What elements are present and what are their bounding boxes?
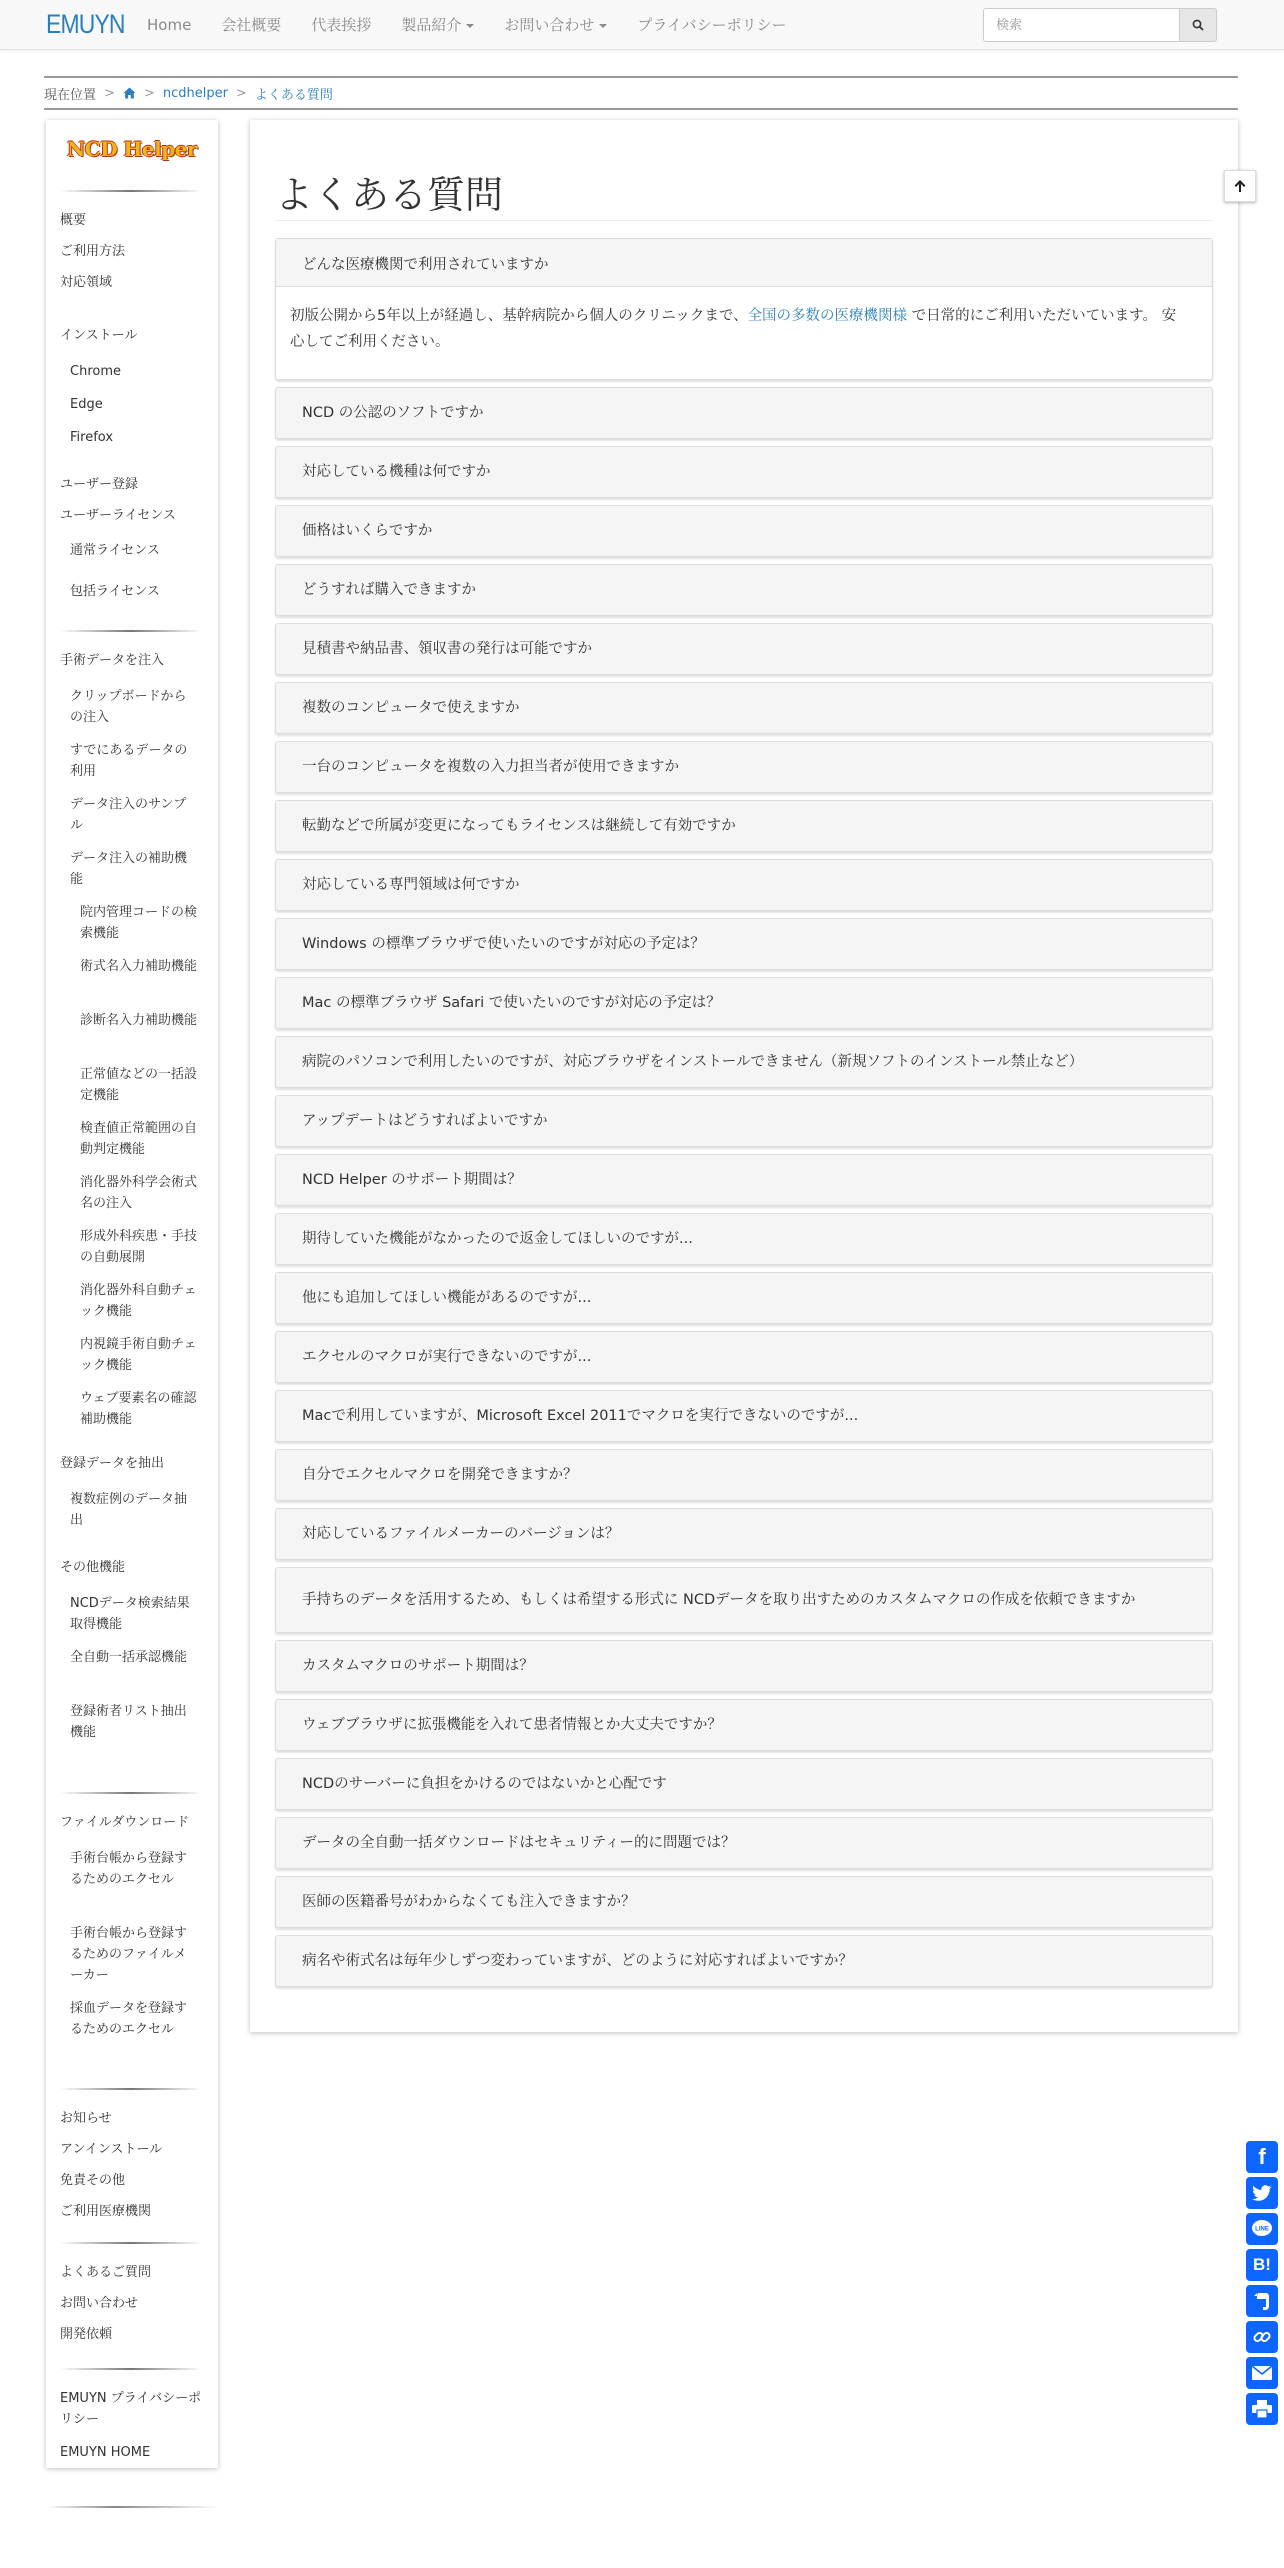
faq-item[interactable]	[275, 918, 1213, 970]
breadcrumb	[44, 76, 1238, 110]
sidebar-divider	[60, 2368, 202, 2370]
faq-question: Windows の標準ブラウザで使いたいのですが対応の予定は？	[302, 935, 705, 952]
sidebar-item-code-search[interactable]: 院内管理コードの検索機能	[80, 905, 198, 941]
breadcrumb-separator: >	[143, 85, 155, 101]
faq-item[interactable]	[275, 446, 1213, 498]
faq-answer	[290, 303, 1190, 355]
sidebar-item-surgeon-list[interactable]: 登録術者リスト抽出機能	[70, 1704, 187, 1740]
sidebar-divider	[60, 630, 202, 632]
faq-item[interactable]	[275, 741, 1213, 793]
faq-item[interactable]	[275, 1154, 1213, 1206]
nav-products[interactable]	[386, 0, 489, 50]
email-icon	[1252, 2366, 1272, 2380]
faq-question: NCD の公認のソフトですか	[302, 404, 484, 421]
sidebar-item-fields[interactable]: 対応領域	[60, 275, 113, 290]
sidebar-item-disclaimer[interactable]: 免責その他	[60, 2173, 126, 2188]
sidebar-item-uninstall[interactable]: アンインストール	[60, 2142, 163, 2157]
sidebar-divider	[60, 2088, 202, 2090]
sidebar-item-excel-ledger[interactable]: 手術台帳から登録するためのエクセル	[70, 1851, 188, 1887]
faq-item[interactable]	[275, 564, 1213, 616]
faq-question: 価格はいくらですか	[302, 522, 433, 539]
nav-home[interactable]: Home	[147, 16, 192, 34]
sidebar-item-range-check[interactable]: 検査値正常範囲の自動判定機能	[80, 1121, 198, 1157]
faq-question: データの全自動一括ダウンロードはセキュリティー的に問題では？	[302, 1834, 736, 1851]
breadcrumb-ncdhelper[interactable]: ncdhelper	[162, 85, 228, 101]
twitter-icon	[1252, 2184, 1272, 2202]
sidebar-item-user-registration[interactable]: ユーザー登録	[60, 477, 139, 492]
share-print-button[interactable]	[1246, 2393, 1278, 2425]
sidebar-divider	[60, 2242, 202, 2244]
chevron-down-icon	[466, 24, 474, 28]
sidebar-item-install[interactable]: インストール	[60, 328, 138, 343]
faq-question: 他にも追加してほしい機能があるのですが...	[302, 1289, 592, 1306]
faq-question: Mac の標準ブラウザ Safari で使いたいのですが対応の予定は？	[302, 994, 721, 1011]
faq-question: 対応しているファイルメーカーのバージョンは？	[302, 1525, 620, 1542]
breadcrumb-separator: >	[104, 85, 115, 101]
share-evernote-button[interactable]	[1246, 2285, 1278, 2317]
sidebar-bottom-divider	[46, 2506, 218, 2508]
faq-question: 自分でエクセルマクロを開発できますか？	[302, 1466, 578, 1483]
brand-logo[interactable]: EMUYN	[46, 9, 125, 39]
nav-privacy[interactable]: プライバシーポリシー	[637, 16, 787, 34]
faq-question: カスタムマクロのサポート期間は？	[302, 1657, 534, 1674]
breadcrumb-separator: >	[235, 85, 247, 101]
nav-contact[interactable]	[489, 0, 622, 50]
sidebar-item-bulk-license[interactable]: 包括ライセンス	[70, 584, 160, 599]
sidebar-item-news[interactable]: お知らせ	[60, 2111, 112, 2126]
institutions-link[interactable]: 全国の多数の医療機関様	[747, 308, 908, 324]
sidebar-item-edge[interactable]: Edge	[70, 397, 103, 412]
faq-item-open	[275, 238, 1213, 380]
faq-question: 期待していた機能がなかったので返金してほしいのですが...	[302, 1230, 693, 1247]
hatena-bookmark-icon: B!	[1253, 2255, 1271, 2274]
sidebar-item-faq[interactable]: よくあるご質問	[60, 2265, 152, 2280]
faq-question-header[interactable]	[276, 239, 1212, 287]
sidebar-item-inject-assist[interactable]: データ注入の補助機能	[70, 851, 188, 887]
sidebar-item-overview[interactable]: 概要	[60, 213, 87, 228]
sidebar-item-user-license[interactable]: ユーザーライセンス	[60, 508, 176, 523]
faq-question: 見積書や納品書、領収書の発行は可能ですか	[302, 640, 592, 657]
sidebar-item-usage[interactable]: ご利用方法	[60, 244, 126, 259]
search-button[interactable]	[1179, 8, 1217, 42]
faq-item[interactable]	[275, 1699, 1213, 1751]
search-icon	[1192, 19, 1204, 31]
share-twitter-button[interactable]	[1246, 2177, 1278, 2209]
sidebar-divider	[60, 190, 202, 192]
sidebar-item-other-functions[interactable]: その他機能	[60, 1560, 126, 1575]
sidebar-item-gastro-procedure[interactable]: 消化器外科学会術式名の注入	[80, 1175, 198, 1211]
faq-question: 対応している機種は何ですか	[302, 463, 491, 480]
sidebar-item-existing-data[interactable]: すでにあるデータの利用	[70, 743, 188, 779]
nav-products-label: 製品紹介	[401, 16, 462, 34]
nav-company[interactable]: 会社概要	[221, 16, 282, 34]
page-title: よくある質問	[275, 173, 504, 217]
share-email-button[interactable]	[1246, 2357, 1278, 2389]
faq-item[interactable]	[275, 977, 1213, 1029]
sidebar-item-institutions[interactable]: ご利用医療機関	[60, 2204, 152, 2219]
faq-content	[250, 120, 1238, 2032]
faq-question: どんな医療機関で利用されていますか	[302, 257, 549, 273]
faq-question: 複数のコンピュータで使えますか	[302, 699, 520, 716]
home-icon[interactable]	[123, 87, 136, 99]
sidebar-item-firefox[interactable]: Firefox	[70, 430, 114, 445]
sidebar-item-auto-approve[interactable]: 全自動一括承認機能	[70, 1650, 188, 1665]
faq-question: アップデートはどうすればよいですか	[302, 1112, 548, 1129]
sidebar-item-contact[interactable]: お問い合わせ	[60, 2296, 139, 2311]
sidebar-item-gastro-check[interactable]: 消化器外科自動チェック機能	[80, 1283, 197, 1319]
sidebar-item-chrome[interactable]: Chrome	[70, 364, 121, 379]
faq-item[interactable]	[275, 1095, 1213, 1147]
faq-item[interactable]	[275, 800, 1213, 852]
faq-item[interactable]	[275, 1817, 1213, 1869]
line-icon	[1251, 2219, 1273, 2239]
print-icon	[1252, 2400, 1272, 2418]
faq-question: 転勤などで所属が変更になってもライセンスは継続して有効ですか	[302, 817, 736, 834]
faq-item[interactable]	[275, 859, 1213, 911]
faq-item[interactable]	[275, 1640, 1213, 1692]
back-to-top-button[interactable]	[1224, 170, 1256, 202]
sidebar-item-ncd-search[interactable]: NCDデータ検索結果取得機能	[70, 1596, 190, 1632]
faq-question: 対応している専門領域は何ですか	[302, 876, 520, 893]
faq-answer-text: で日常的にご利用いただいています。 安心してご利用ください。	[290, 308, 1177, 350]
sidebar-item-excel-blood[interactable]: 採血データを登録するためのエクセル	[70, 2001, 188, 2037]
sidebar-item-web-element[interactable]: ウェブ要素名の確認補助機能	[80, 1391, 197, 1427]
faq-question: 一台のコンピュータを複数の入力担当者が使用できますか	[302, 758, 679, 775]
faq-item[interactable]	[275, 1036, 1213, 1088]
arrow-up-icon	[1233, 179, 1247, 193]
faq-item[interactable]	[275, 1390, 1213, 1442]
top-navbar	[0, 0, 1284, 50]
share-line-button[interactable]	[1246, 2213, 1278, 2245]
nav-contact-label: お問い合わせ	[504, 16, 595, 34]
faq-question: 手持ちのデータを活用するため、もしくは希望する形式に NCDデータを取り出すためのカスタムマクロの作成を依頼できますか	[302, 1591, 1136, 1608]
sidebar-item-file-download[interactable]: ファイルダウンロード	[60, 1815, 190, 1830]
sidebar-item-extract-data[interactable]: 登録データを抽出	[60, 1456, 165, 1471]
sidebar-item-inject-sample[interactable]: データ注入のサンプル	[70, 797, 187, 833]
sidebar-item-clipboard-inject[interactable]: クリップボードからの注入	[70, 689, 187, 725]
faq-item[interactable]	[275, 1449, 1213, 1501]
sidebar-item-normal-values[interactable]: 正常値などの一括設定機能	[80, 1067, 198, 1103]
faq-item[interactable]	[275, 1935, 1213, 1987]
sidebar-item-multi-extract[interactable]: 複数症例のデータ抽出	[70, 1492, 188, 1528]
faq-question: エクセルのマクロが実行できないのですが...	[302, 1348, 592, 1365]
breadcrumb-prefix: 現在位置	[44, 87, 97, 103]
sidebar-item-endoscopy-check[interactable]: 内視鏡手術自動チェック機能	[80, 1337, 197, 1373]
ncd-helper-logo[interactable]: NCD Helper	[67, 137, 197, 161]
copy-link-icon	[1252, 2327, 1272, 2347]
share-facebook-button[interactable]	[1246, 2141, 1278, 2173]
title-divider	[275, 220, 1213, 221]
facebook-icon: f	[1258, 2144, 1266, 2169]
faq-answer-text: 初版公開から5年以上が経過し、基幹病院から個人のクリニックまで、	[290, 308, 748, 324]
faq-question: ウェブブラウザに拡張機能を入れて患者情報とか大丈夫ですか？	[302, 1716, 722, 1733]
sidebar-item-filemaker-ledger[interactable]: 手術台帳から登録するためのファイルメーカー	[70, 1926, 188, 1983]
evernote-icon	[1253, 2291, 1271, 2311]
faq-item[interactable]	[275, 1213, 1213, 1265]
faq-item[interactable]	[275, 682, 1213, 734]
faq-question: 病院のパソコンで利用したいのですが、対応ブラウザをインストールできません（新規ソフトのインストール禁止など）	[302, 1053, 1084, 1070]
nav-greeting[interactable]: 代表挨拶	[311, 16, 372, 34]
faq-item[interactable]	[275, 623, 1213, 675]
faq-item[interactable]	[275, 1567, 1213, 1633]
search-input[interactable]	[983, 8, 1180, 42]
sidebar-item-emuyn-privacy[interactable]: EMUYN プライバシーポリシー	[60, 2391, 202, 2427]
faq-item[interactable]	[275, 1508, 1213, 1560]
faq-question: NCD Helper のサポート期間は？	[302, 1171, 522, 1188]
svg-text:LINE: LINE	[1255, 2226, 1269, 2233]
faq-question: NCDのサーバーに負担をかけるのではないかと心配です	[302, 1775, 667, 1792]
share-copy-link-button[interactable]	[1246, 2321, 1278, 2353]
sidebar-item-dev-request[interactable]: 開発依頼	[60, 2327, 113, 2342]
sidebar-divider	[60, 1792, 202, 1794]
faq-question: どうすれば購入できますか	[302, 581, 476, 598]
faq-question: 病名や術式名は毎年少しずつ変わっていますが、どのように対応すればよいですか？	[302, 1952, 853, 1969]
faq-question: Macで利用していますが、Microsoft Excel 2011でマクロを実行できないのですが...	[302, 1407, 859, 1424]
faq-item[interactable]	[275, 1758, 1213, 1810]
faq-item[interactable]	[275, 1331, 1213, 1383]
sidebar-item-inject-data[interactable]: 手術データを注入	[60, 653, 165, 668]
breadcrumb-current[interactable]: よくある質問	[254, 87, 333, 103]
faq-item[interactable]	[275, 387, 1213, 439]
faq-item[interactable]	[275, 1876, 1213, 1928]
sidebar-item-procedure-assist[interactable]: 術式名入力補助機能	[80, 959, 198, 974]
sidebar	[46, 120, 218, 2468]
sidebar-item-normal-license[interactable]: 通常ライセンス	[70, 543, 160, 558]
faq-item[interactable]	[275, 505, 1213, 557]
share-hatena-button[interactable]	[1246, 2249, 1278, 2281]
chevron-down-icon	[599, 24, 607, 28]
nav-links	[132, 0, 802, 50]
sidebar-item-diagnosis-assist[interactable]: 診断名入力補助機能	[80, 1013, 198, 1028]
sidebar-item-emuyn-home[interactable]: EMUYN HOME	[60, 2445, 151, 2460]
faq-question: 医師の医籍番号がわからなくても注入できますか？	[302, 1893, 636, 1910]
faq-item[interactable]	[275, 1272, 1213, 1324]
sidebar-item-plastic-expand[interactable]: 形成外科疾患・手技の自動展開	[80, 1229, 198, 1265]
